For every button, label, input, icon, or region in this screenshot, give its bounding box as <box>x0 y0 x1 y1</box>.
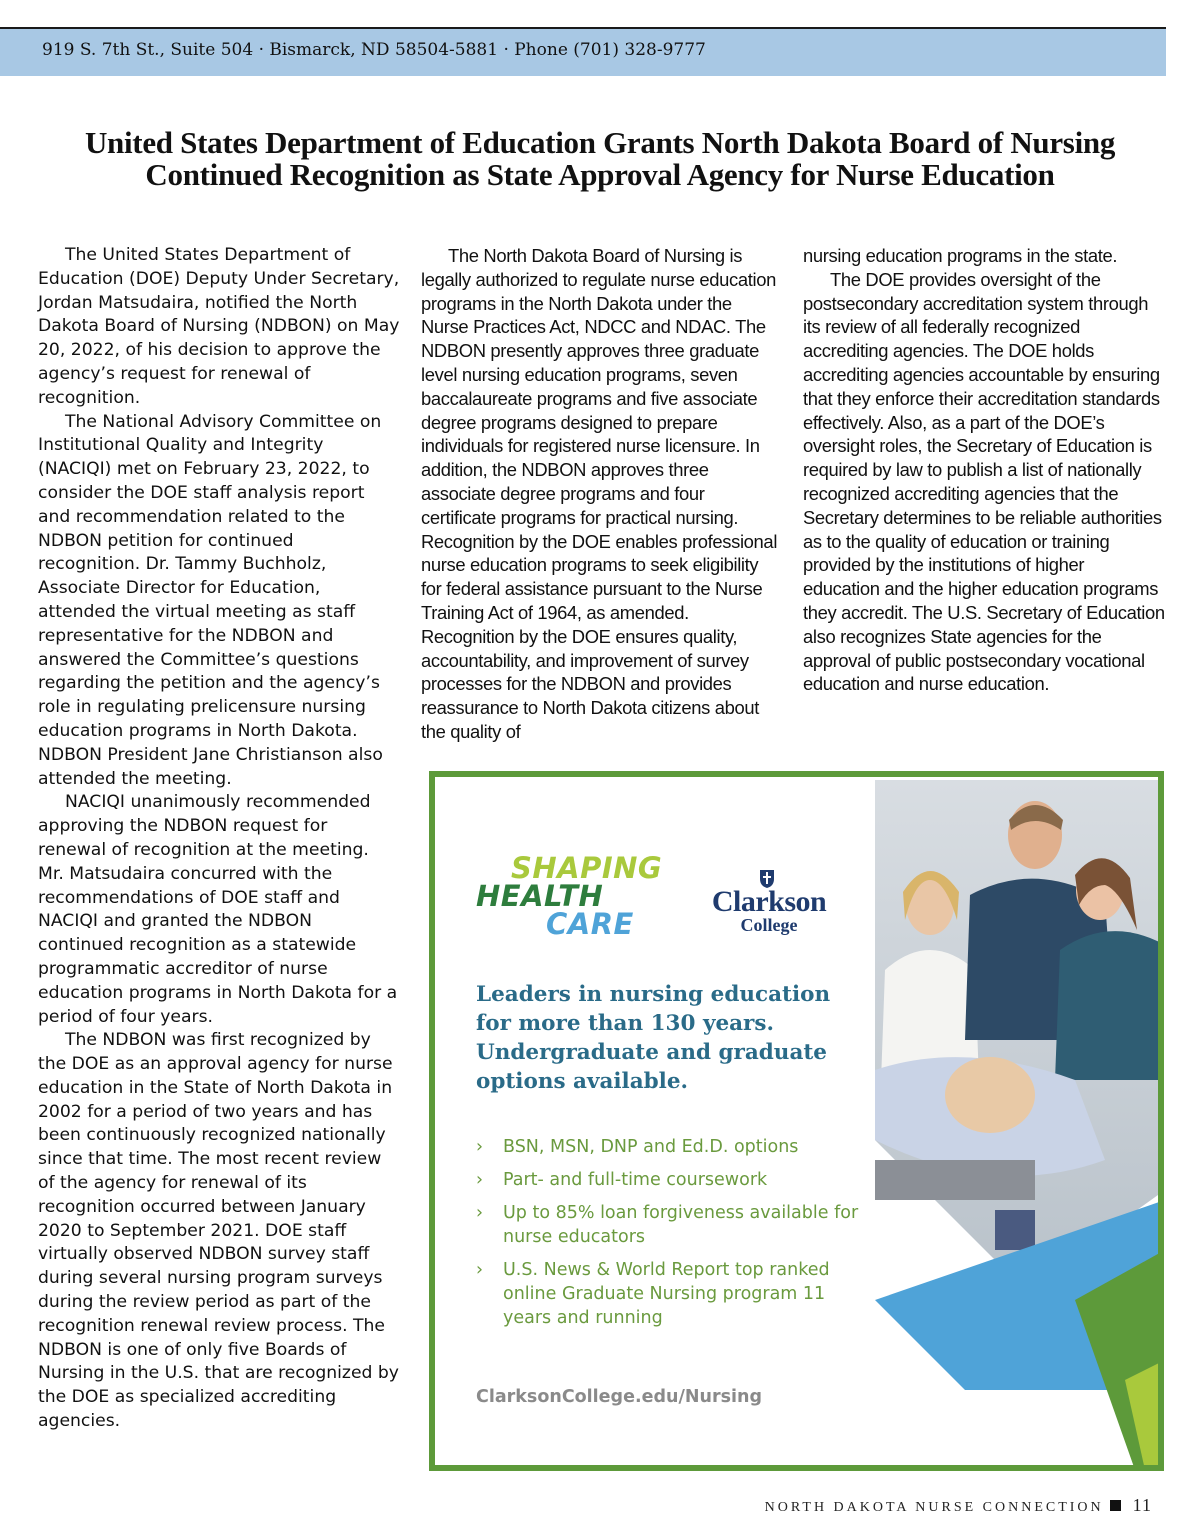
article-column-1 <box>38 244 400 1434</box>
chevron-right-icon: › <box>476 1137 483 1157</box>
logo-word-shaping: SHAPING <box>511 851 663 885</box>
college-logo-subtitle: College <box>740 915 798 935</box>
ad-bullet-list <box>476 1135 876 1339</box>
list-item <box>476 1201 876 1249</box>
clarkson-college-advertisement <box>429 771 1164 1471</box>
page-footer <box>765 1495 1152 1516</box>
paragraph: The DOE provides oversight of the postsecondary accreditation system through its review of all federally recognized accrediting agencies. The DOE holds accrediting agencies accountable by ensuring that they enforce their accreditation standards effectively. Also, as a part of the DOE’s oversight roles, the Secretary of Education is required by law to publish a list of nationally recognized accrediting agencies that the Secretary determines to be reliable authorities as to the quality of education or training provided by the institutions of higher education and the higher education programs they accredit. The U.S. Secretary of Education also recognizes State agencies for the approval of public postsecondary vocational education and nurse education. <box>803 268 1165 695</box>
list-item-text: U.S. News & World Report top ranked online Graduate Nursing program 11 years and running <box>503 1260 830 1328</box>
list-item <box>476 1168 876 1192</box>
article-title <box>30 127 1170 191</box>
header-address-bar: 919 S. 7th St., Suite 504 · Bismarck, ND 58504-5881 · Phone (701) 328-9777 <box>0 29 1166 76</box>
article-column-3 <box>803 244 1165 696</box>
list-item <box>476 1135 876 1159</box>
paragraph: NACIQI unanimously recommended approving the NDBON request for renewal of recognition at the meeting. Mr. Matsudaira concurred with the recommendations of DOE staff and NACIQI and granted the NDBON continued recognition as a statewide programmatic accreditor of nurse education programs in North Dakota for a period of four years. <box>38 792 398 1027</box>
page-number: 11 <box>1132 1495 1152 1515</box>
logo-word-care: CARE <box>546 907 634 941</box>
article-column-2 <box>421 244 783 744</box>
list-item-text: BSN, MSN, DNP and Ed.D. options <box>503 1137 799 1157</box>
publication-name: NORTH DAKOTA NURSE CONNECTION <box>764 1500 1104 1515</box>
chevron-right-icon: › <box>476 1203 483 1223</box>
paragraph: The North Dakota Board of Nursing is legally authorized to regulate nurse education programs in the North Dakota under the Nurse Practices Act, NDCC and NDAC. The NDBON presently approves three graduate level nursing education programs, seven baccalaureate programs and five associate degree programs designed to prepare individuals for registered nurse licensure. In addition, the NDBON approves three associate degree programs and four certificate programs for practical nursing. Recognition by the DOE enables professional nurse education programs to seek eligibility for federal assistance pursuant to the Nurse Training Act of 1964, as amended. Recognition by the DOE ensures quality, accountability, and improvement of survey processes for the NDBON and provides reassurance to North Dakota citizens about the quality of <box>421 245 778 742</box>
paragraph: The National Advisory Committee on Institutional Quality and Integrity (NACIQI) met on February 23, 2022, to consider the DOE staff analysis report and recommendation related to the NDBON petition for continued recognition. Dr. Tammy Buchholz, Associate Director for Education, attended the virtual meeting as staff representative for the NDBON and answered the Committee’s questions regarding the petition and the agency’s role in regulating prelicensure nursing education programs in North Dakota. NDBON President Jane Christianson also attended the meeting. <box>38 411 383 789</box>
nurses-training-photo <box>875 780 1164 1470</box>
logo-word-health: HEALTH <box>476 879 604 913</box>
paragraph: The NDBON was first recognized by the DOE as an approval agency for nurse education in the State of North Dakota in 2002 for a period of two years and has been continuously recognized nationally since that time. The most recent review of the agency for renewal of its recognition occurred between January 2020 to September 2021. DOE staff virtually observed NDBON survey staff during several nursing program surveys during the review period as part of the recognition renewal review process. The NDBON is one of only five Boards of Nursing in the U.S. that are recognized by the DOE as specialized accrediting agencies. <box>38 1030 399 1432</box>
chevron-right-icon: › <box>476 1260 483 1280</box>
college-logo-name: Clarkson <box>711 885 827 918</box>
chevron-right-icon: › <box>476 1170 483 1190</box>
title-line-2: Continued Recognition as State Approval Agency for Nurse Education <box>145 157 1055 192</box>
paragraph-continuation: nursing education programs in the state. <box>803 245 1118 266</box>
list-item-text: Part- and full-time coursework <box>503 1170 768 1190</box>
square-icon <box>1110 1500 1121 1511</box>
ad-website-link[interactable]: ClarksonCollege.edu/Nursing <box>476 1387 762 1407</box>
list-item-text: Up to 85% loan forgiveness available for nurse educators <box>503 1203 859 1247</box>
ad-headline: Leaders in nursing education for more than 130 years. Undergraduate and graduate options available. <box>476 982 831 1094</box>
list-item <box>476 1258 876 1330</box>
paragraph: The United States Department of Education (DOE) Deputy Under Secretary, Jordan Matsudaira, notified the North Dakota Board of Nursing (NDBON) on May 20, 2022, of his decision to approve the agency’s request for renewal of recognition. <box>38 245 400 408</box>
title-line-1: United States Department of Education Grants North Dakota Board of Nursing <box>84 125 1116 160</box>
